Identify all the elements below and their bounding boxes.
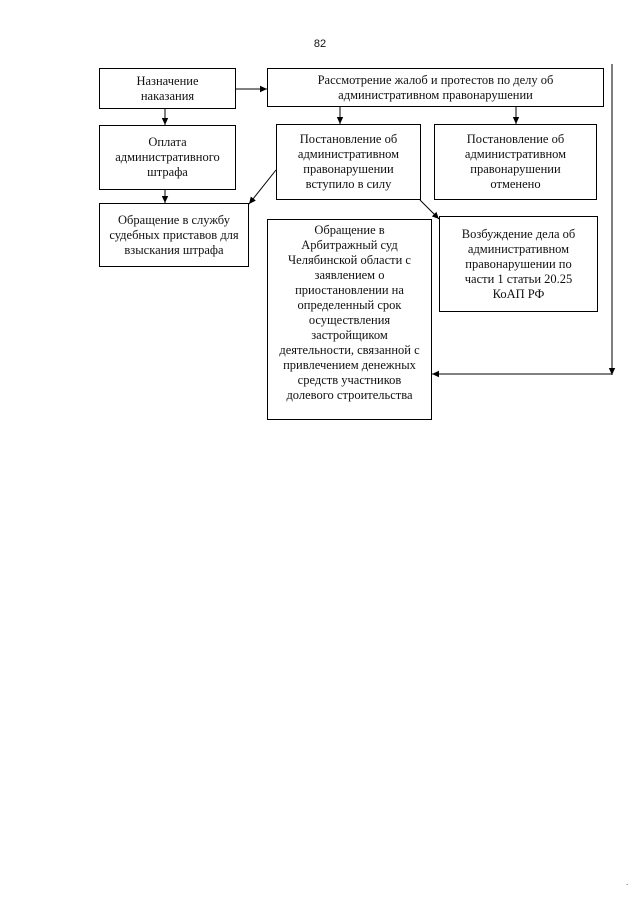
- page-mark: .: [626, 878, 629, 887]
- arrow-decision-to-new-case: [420, 200, 439, 219]
- box-decision-in-force: Постановление об административном правонарушении вступило в силу: [276, 124, 421, 200]
- box-penalty: Назначение наказания: [99, 68, 236, 109]
- box-decision-cancelled: Постановление об административном правонарушении отменено: [434, 124, 597, 200]
- page-number: 82: [313, 38, 327, 50]
- box-fine-payment: Оплата административного штрафа: [99, 125, 236, 190]
- arrow-decision-to-bailiffs: [249, 170, 276, 204]
- box-review: Рассмотрение жалоб и протестов по делу об административном правонарушении: [267, 68, 604, 107]
- box-new-case: Возбуждение дела об административном правонарушении по части 1 статьи 20.25 КоАП РФ: [439, 216, 598, 312]
- box-arbitration-court: Обращение в Арбитражный суд Челябинской области с заявлением о приостановлении на определенный срок осуществления застройщиком деятельности, связанной с привлечением денежных средств участников долевого строительства: [267, 219, 432, 420]
- box-bailiffs: Обращение в службу судебных приставов для взыскания штрафа: [99, 203, 249, 267]
